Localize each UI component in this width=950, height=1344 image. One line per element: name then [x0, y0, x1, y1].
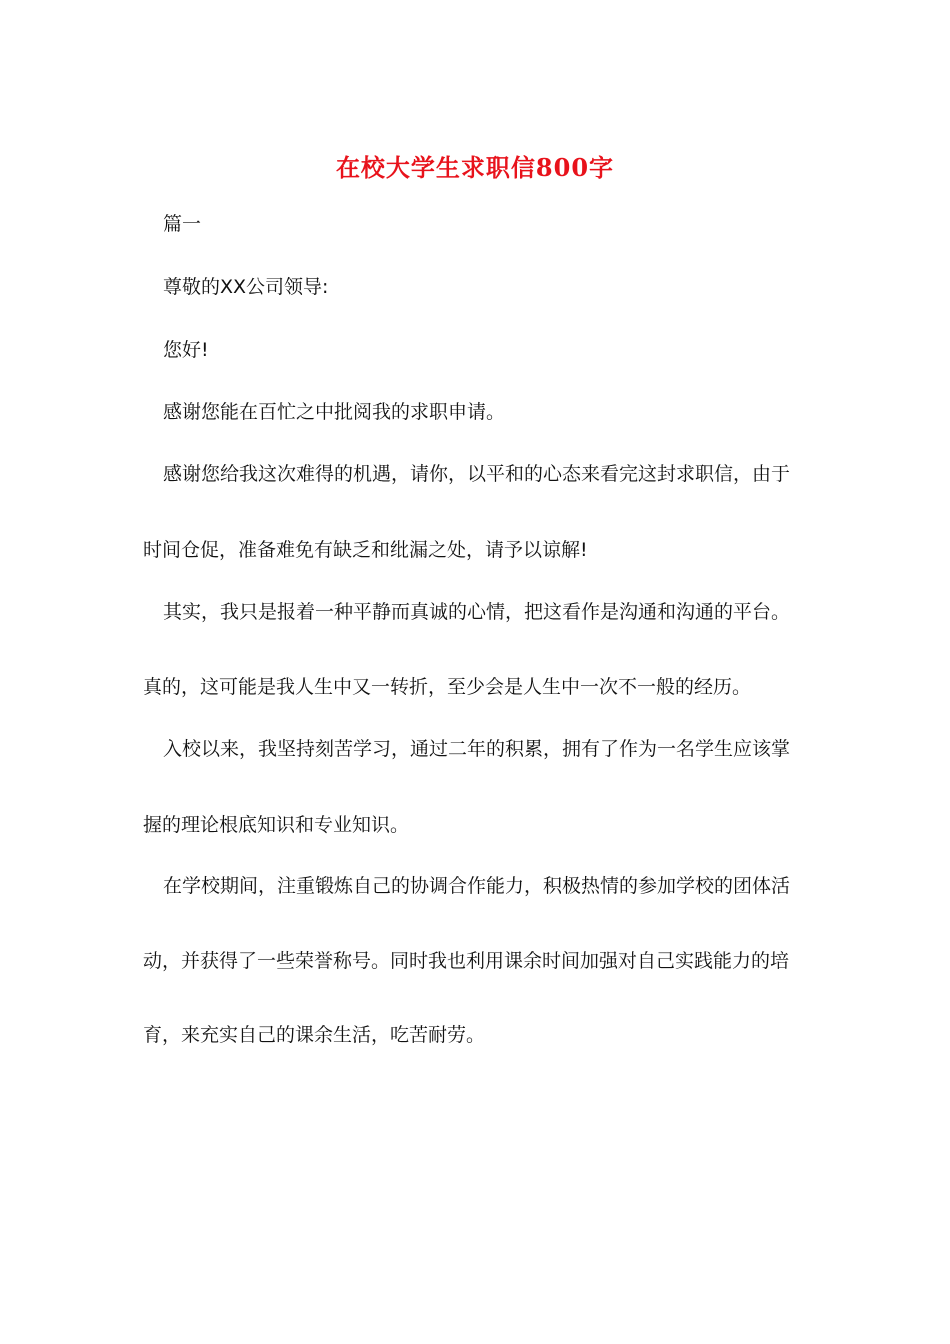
paragraph-line: 育，来充实自己的课余生活，吃苦耐劳。	[143, 1024, 486, 1046]
paragraph-line: 动，并获得了一些荣誉称号。同时我也利用课余时间加强对自己实践能力的培	[143, 950, 790, 972]
paragraph-line: 感谢您给我这次难得的机遇，请你，以平和的心态来看完这封求职信，由于	[163, 463, 791, 485]
paragraph-line: 握的理论根底知识和专业知识。	[143, 814, 410, 836]
paragraph-line: 真的，这可能是我人生中又一转折，至少会是人生中一次不一般的经历。	[143, 676, 752, 698]
salutation: 尊敬的XX公司领导:	[163, 276, 329, 298]
paragraph-line: 入校以来，我坚持刻苦学习，通过二年的积累，拥有了作为一名学生应该掌	[163, 738, 791, 760]
paragraph-line: 时间仓促，准备难免有缺乏和纰漏之处，请予以谅解!	[143, 539, 588, 561]
greeting: 您好!	[163, 339, 209, 361]
paragraph-line: 感谢您能在百忙之中批阅我的求职申请。	[163, 401, 506, 423]
paragraph-line: 其实，我只是报着一种平静而真诚的心情，把这看作是沟通和沟通的平台。	[163, 601, 791, 623]
section-heading: 篇一	[163, 213, 202, 235]
document-title: 在校大学生求职信800字	[335, 153, 615, 182]
paragraph-line: 在学校期间，注重锻炼自己的协调合作能力，积极热情的参加学校的团体活	[163, 875, 791, 897]
